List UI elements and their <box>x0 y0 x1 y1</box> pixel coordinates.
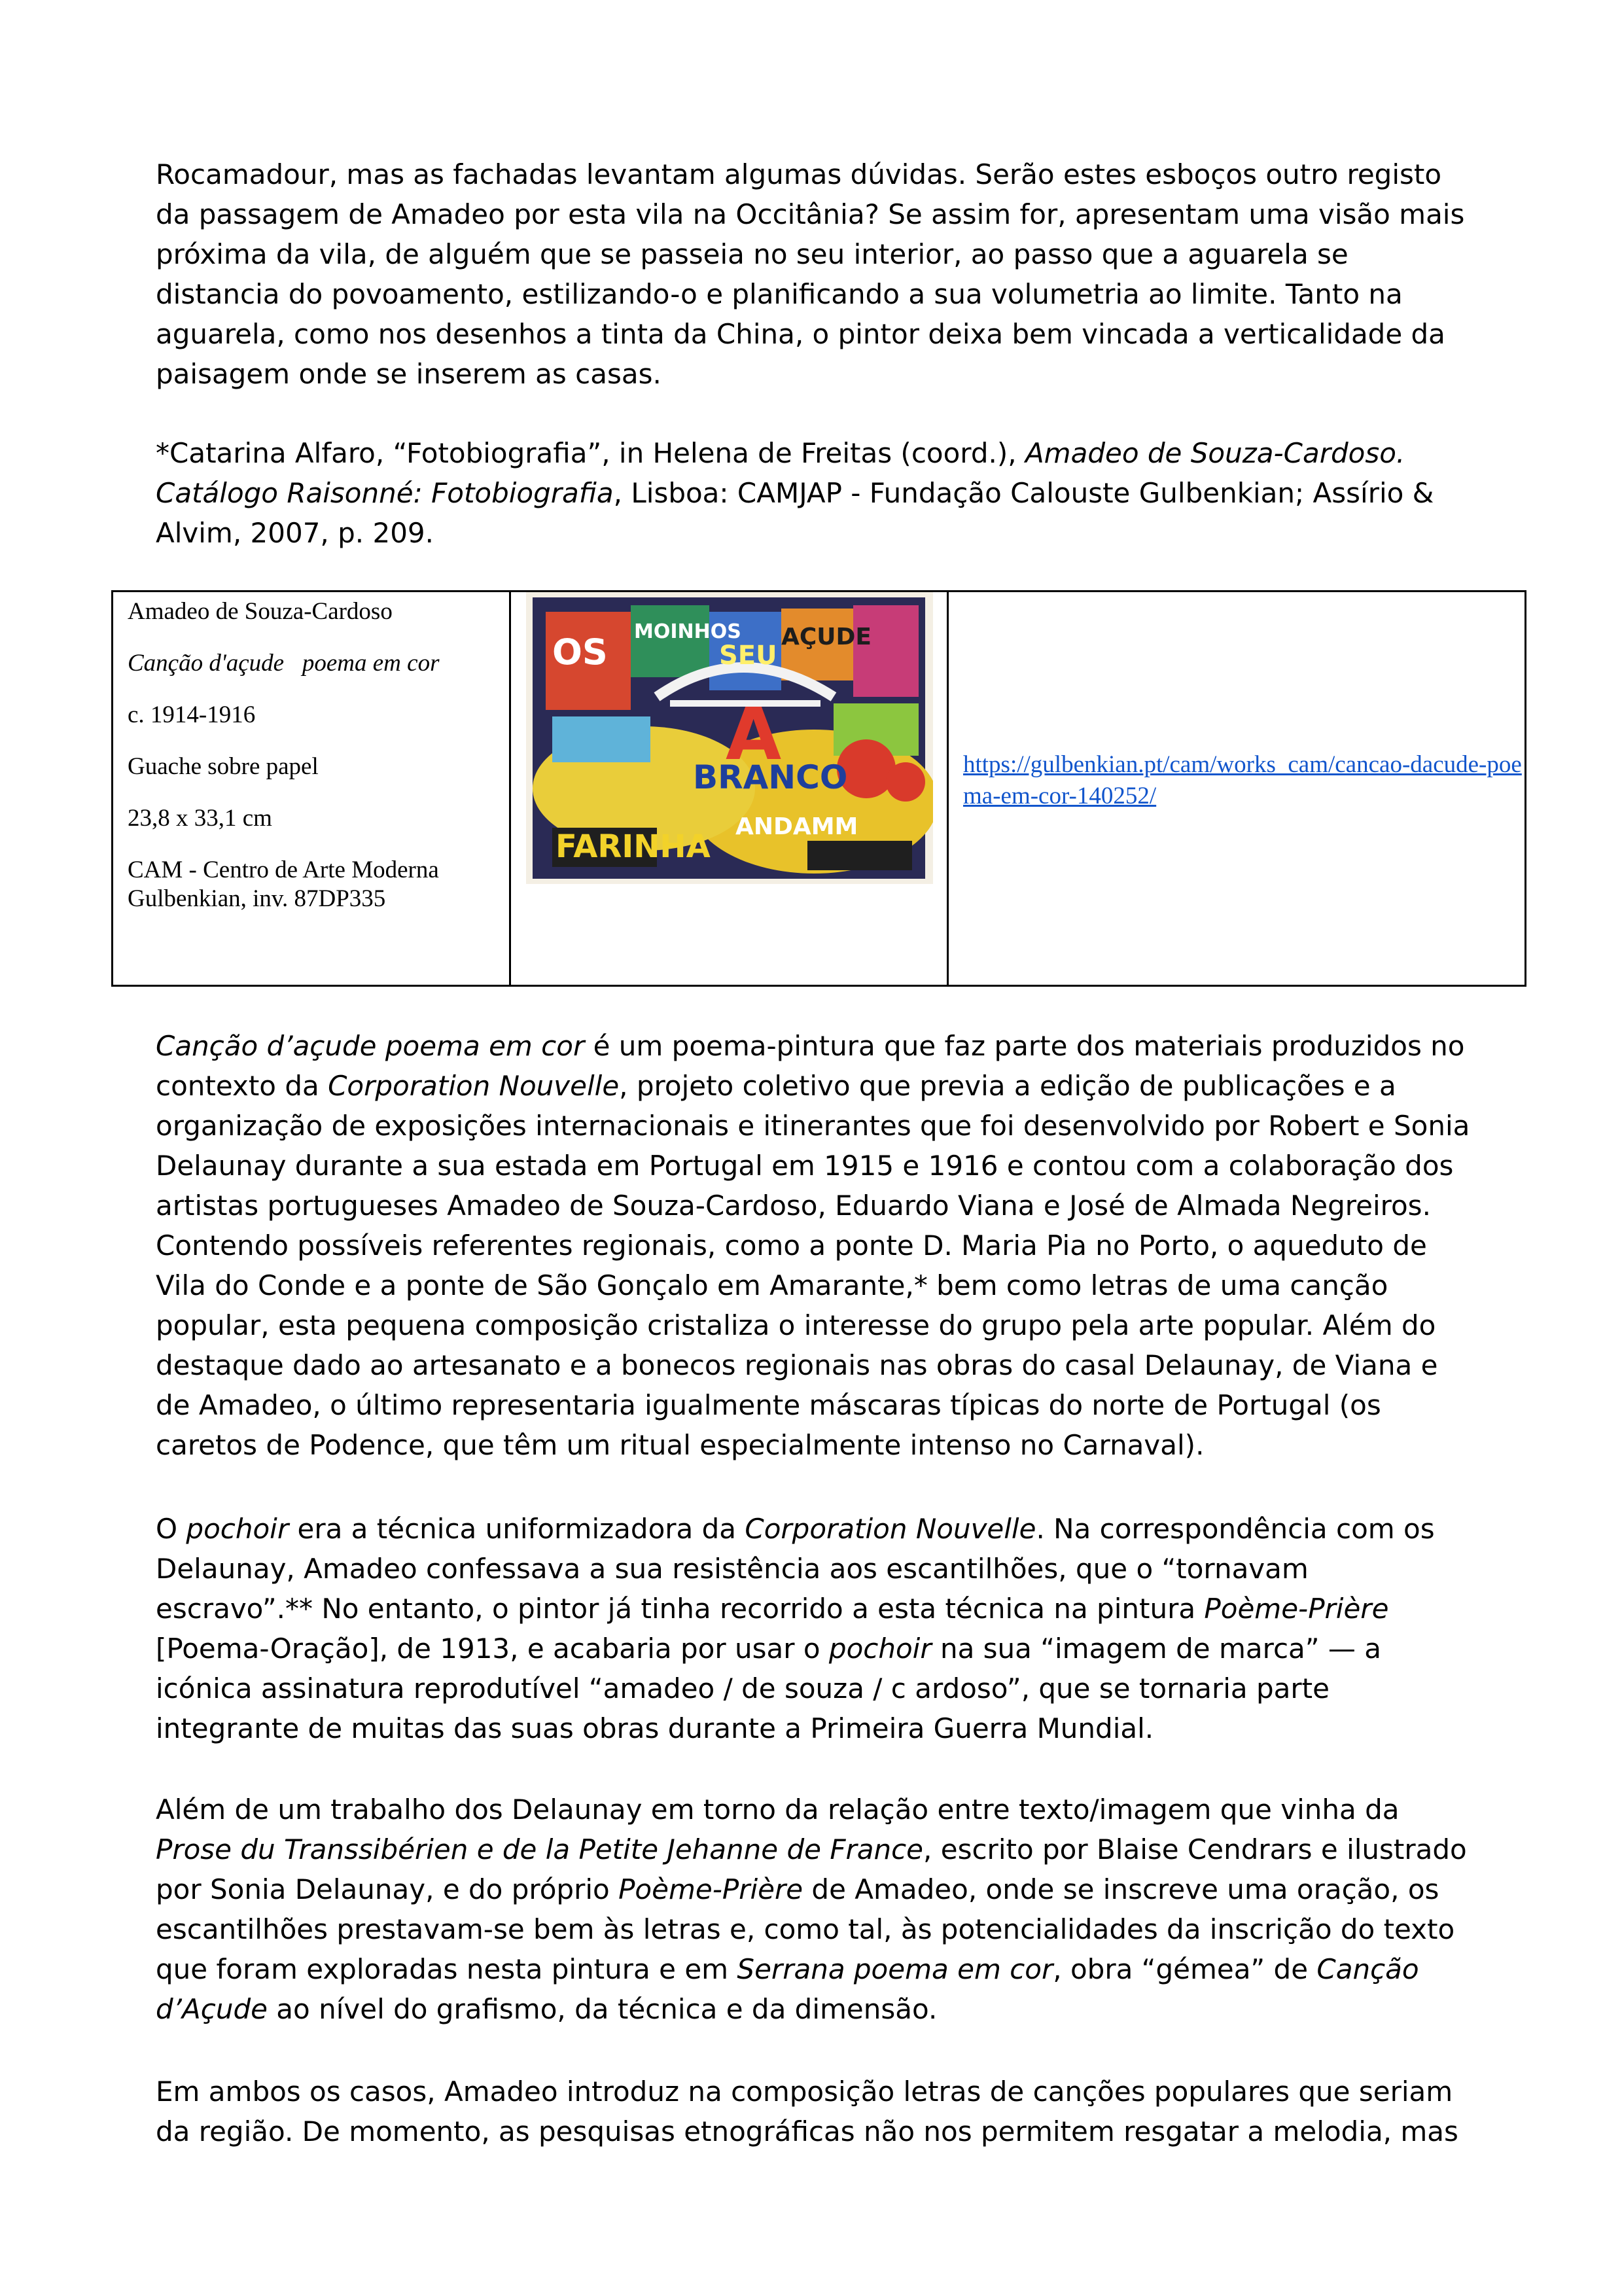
footnote-prefix: *Catarina Alfaro, “Fotobiografia”, in Helena de Freitas (coord.), <box>156 437 1025 469</box>
link-cell <box>948 592 1526 986</box>
art-word-branco: BRANCO <box>693 758 848 796</box>
artwork-title-ref: Serrana poema em cor <box>737 1953 1053 1985</box>
artist-name: Amadeo de Souza-Cardoso <box>128 598 393 625</box>
text-run: . Na correspondência com os Delaunay, Amadeo confessava a sua resistência aos escantilhões, que o “tornavam escravo”.** No entanto, o pintor já tinha recorrido a esta técnica na pintura <box>156 1513 1435 1625</box>
artwork-date: c. 1914-1916 <box>128 701 256 728</box>
text-run: é um poema-pintura que faz parte dos materiais produzidos no contexto da <box>156 1030 1465 1102</box>
artwork-title-ref: Poème-Prière <box>618 1873 803 1905</box>
text-run: , de 1913, e acabaria por usar o <box>379 1633 829 1665</box>
artwork-url-link[interactable]: https://gulbenkian.pt/cam/works_cam/cancao-dacude-poema-em-cor-140252/ <box>963 751 1522 809</box>
footnote-book-title: Amadeo de Souza-Cardoso. Catálogo Raisonné: Fotobiografia <box>156 437 1405 509</box>
text-run: ao nível do grafismo, da técnica e da dimensão. <box>267 1993 938 2025</box>
artwork-title-ref: Canção d’Açude <box>156 1953 1419 2025</box>
art-word-acude: AÇUDE <box>781 624 872 650</box>
text-run: era a técnica uniformizadora da <box>289 1513 745 1545</box>
art-word-andamm: ANDAMM <box>735 813 858 840</box>
body-paragraph-4 <box>156 2072 1471 2151</box>
body-paragraph-3 <box>156 1790 1471 2029</box>
text-run: na sua “imagem de marca” — a icónica assinatura reprodutível “amadeo / de souza / c ardoso”, que se tornaria parte integrante de muitas das suas obras durante a Primeira Guerra Mundial. <box>156 1633 1381 1744</box>
artwork-title-ref: Prose du Transsibérien e de la Petite Jehanne de France <box>156 1833 924 1865</box>
text-run: , obra “gémea” de <box>1053 1953 1317 1985</box>
image-cell <box>510 592 948 986</box>
text-run: Além de um trabalho dos Delaunay em torno da relação entre texto/imagem que vinha da <box>156 1793 1400 1826</box>
art-word-moinhos: MOINHOS <box>634 620 741 643</box>
artwork-record-table <box>111 590 1526 987</box>
artwork-collection: CAM - Centro de Arte Moderna Gulbenkian, inv. 87DP335 <box>128 857 439 912</box>
text-run: , escrito por Blaise Cendrars e ilustrado por Sonia Delaunay, e do próprio <box>156 1833 1467 1905</box>
intro-text: Rocamadour, mas as fachadas levantam algumas dúvidas. Serão estes esboços outro registo da passagem de Amadeo por esta vila na Occitânia? Se assim for, apresentam uma visão mais próxima da vila, de alguém que se passeia no seu interior, ao passo que a aguarela se distancia do povoamento, estilizando-o e planificando a sua volumetria ao limite. Tanto na aguarela, como nos desenhos a tinta da China, o pintor deixa bem vincada a verticalidade da paisagem onde se inserem as casas. <box>156 158 1465 390</box>
project-name-ref: Corporation Nouvelle <box>745 1513 1036 1545</box>
text-run: [Poema-Oração] <box>156 1633 379 1665</box>
body-paragraph-2 <box>156 1509 1471 1748</box>
artwork-title-ref: Poème-Prière <box>1204 1593 1389 1625</box>
intro-paragraph <box>156 154 1471 394</box>
artwork-title: Canção d'açude poema em cor <box>128 650 440 677</box>
artwork-dimensions: 23,8 x 33,1 cm <box>128 805 272 832</box>
text-run: O <box>156 1513 186 1545</box>
painting-thumbnail-icon <box>526 592 933 884</box>
art-word-os: OS <box>552 631 608 673</box>
technique-ref: pochoir <box>186 1513 289 1545</box>
technique-ref: pochoir <box>828 1633 932 1665</box>
text-run: , projeto coletivo que previa a edição de publicações e a organização de exposições internacionais e itinerantes que foi desenvolvido por Robert e Sonia Delaunay durante a sua estada em Portugal em 1915 e 1916 e contou com a colaboração dos artistas portugueses Amadeo de Souza-Cardoso, Eduardo Viana e José de Almada Negreiros. Contendo possíveis referentes regionais, como a ponte D. Maria Pia no Porto, o aqueduto de Vila do Conde e a ponte de São Gonçalo em Amarante,* bem como letras de uma canção popular, esta pequena composição cristaliza o interesse do grupo pela arte popular. Além do destaque dado ao artesanato e a bonecos regionais nas obras do casal Delaunay, de Viana e de Amadeo, o último representaria igualmente máscaras típicas do norte de Portugal (os caretos de Podence, que têm um ritual especialmente intenso no Carnaval). <box>156 1070 1470 1461</box>
metadata-cell <box>113 592 510 986</box>
project-name-ref: Corporation Nouvelle <box>328 1070 620 1102</box>
text-run: Em ambos os casos, Amadeo introduz na composição letras de canções populares que seriam da região. De momento, as pesquisas etnográficas não nos permitem resgatar a melodia, mas <box>156 2075 1458 2147</box>
footnote-suffix: , Lisboa: CAMJAP - Fundação Calouste Gulbenkian; Assírio & Alvim, 2007, p. 209. <box>156 477 1434 549</box>
artwork-title-ref: Canção d’açude poema em cor <box>156 1030 585 1062</box>
body-paragraph-1 <box>156 1026 1471 1465</box>
footnote <box>156 433 1471 553</box>
art-word-a: A <box>726 692 782 776</box>
text-run: de Amadeo, onde se inscreve uma oração, os escantilhões prestavam-se bem às letras e, como tal, às potencialidades da inscrição do texto que foram exploradas nesta pintura e em <box>156 1873 1455 1985</box>
art-word-farinha: FARINHA <box>555 828 711 865</box>
artwork-medium: Guache sobre papel <box>128 753 319 780</box>
art-word-seu: SEU <box>719 641 777 671</box>
